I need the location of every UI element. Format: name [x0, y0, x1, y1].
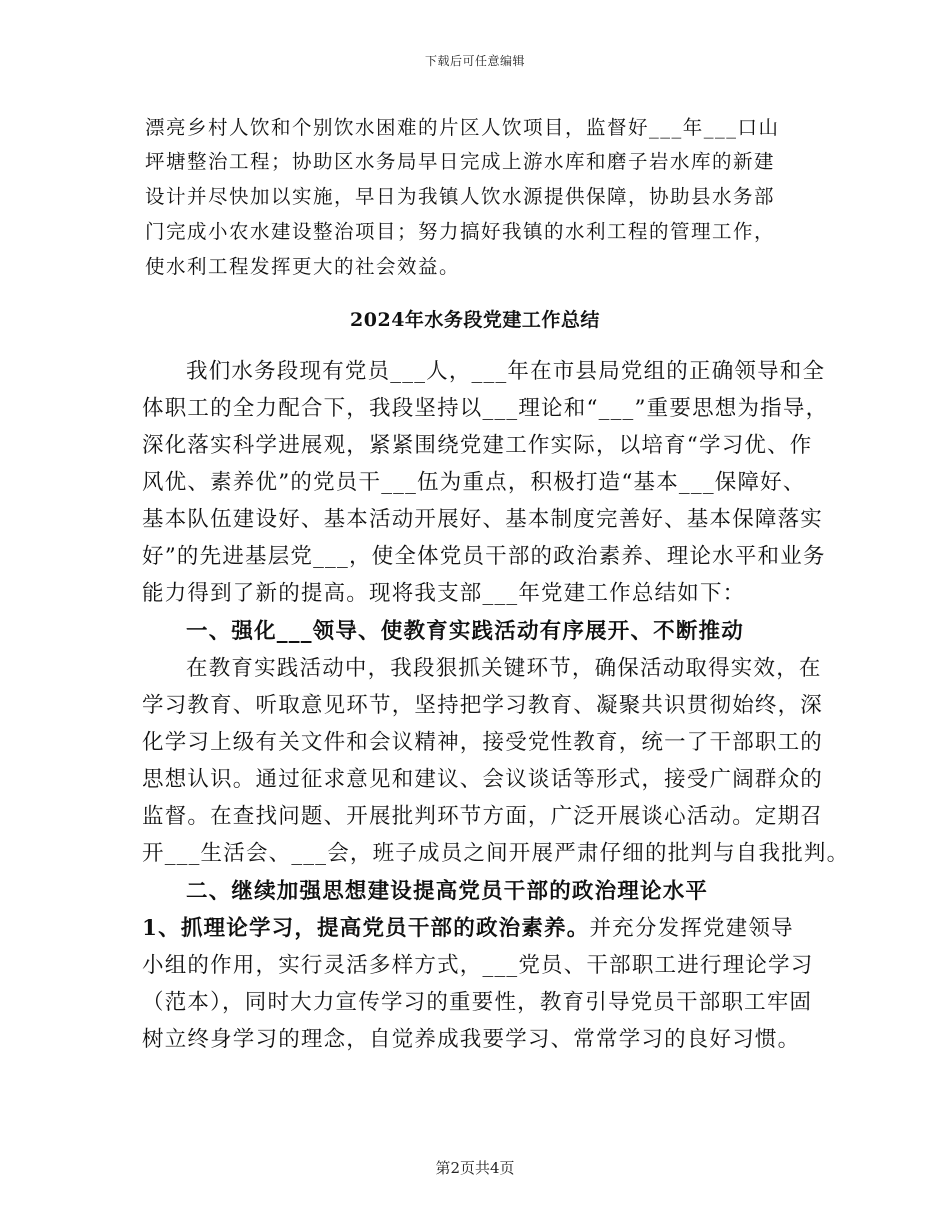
paragraph-line: 学习教育、听取意见环节，坚持把学习教育、凝聚共识贯彻始终，深	[142, 693, 824, 718]
paragraph-line: 体职工的全力配合下，我段坚持以___理论和“___”重要思想为指导，	[142, 396, 829, 421]
intro-line: 漂亮乡村人饮和个别饮水困难的片区人饮项目，监督好___年___口山	[145, 116, 780, 139]
paragraph-line: 基本队伍建设好、基本活动开展好、基本制度完善好、基本保障落实	[142, 507, 824, 532]
paragraph-line: 监督。在查找问题、开展批判环节方面，广泛开展谈心活动。定期召	[142, 804, 824, 829]
intro-line: 门完成小农水建设整治项目；努力搞好我镇的水利工程的管理工作，	[145, 220, 776, 243]
paragraph-line: 深化落实科学进展观，紧紧围绕党建工作实际，以培育“学习优、作	[142, 433, 813, 458]
paragraph-line: 在教育实践活动中，我段狠抓关键环节，确保活动取得实效，在	[186, 656, 822, 681]
paragraph-line: （范本），同时大力宣传学习的重要性，教育引导党员干部职工牢固	[142, 990, 813, 1015]
lead-rest: 并充分发挥党建领导	[589, 916, 794, 941]
paragraph-line: 小组的作用，实行灵活多样方式，___党员、干部职工进行理论学习	[142, 953, 814, 978]
section-heading: 一、强化___领导、使教育实践活动有序展开、不断推动	[186, 619, 744, 644]
intro-line: 使水利工程发挥更大的社会效益。	[145, 255, 461, 278]
paragraph-line: 风优、素养优”的党员干___伍为重点，积极打造“基本___保障好、	[142, 470, 806, 495]
paragraph-line: 思想认识。通过征求意见和建议、会议谈话等形式，接受广阔群众的	[142, 767, 824, 792]
paragraph-line: 树立终身学习的理念，自觉养成我要学习、常常学习的良好习惯。	[142, 1027, 801, 1052]
page-footer: 第2页共4页	[435, 1159, 515, 1177]
subsection-lead: 1、抓理论学习，提高党员干部的政治素养。	[142, 916, 590, 941]
paragraph-line: 化学习上级有关文件和会议精神，接受党性教育，统一了干部职工的	[142, 730, 824, 755]
paragraph-line: 能力得到了新的提高。现将我支部___年党建工作总结如下：	[142, 581, 746, 606]
section-heading: 二、继续加强思想建设提高党员干部的政治理论水平	[186, 879, 709, 904]
intro-line: 设计并尽快加以实施，早日为我镇人饮水源提供保障，协助县水务部	[145, 185, 776, 208]
paragraph-line: 我们水务段现有党员___人，___年在市县局党组的正确领导和全	[186, 359, 826, 384]
paragraph-line: 开___生活会、___会，班子成员之间开展严肃仔细的批判与自我批判。	[142, 841, 850, 866]
intro-line: 坪塘整治工程；协助区水务局早日完成上游水库和磨子岩水库的新建	[145, 150, 776, 173]
paragraph-line	[142, 914, 794, 944]
page-header: 下载后可任意编辑	[424, 54, 525, 68]
paragraph-line: 好”的先进基层党___，使全体党员干部的政治素养、理论水平和业务	[142, 544, 826, 569]
document-title: 2024年水务段党建工作总结	[350, 309, 600, 331]
